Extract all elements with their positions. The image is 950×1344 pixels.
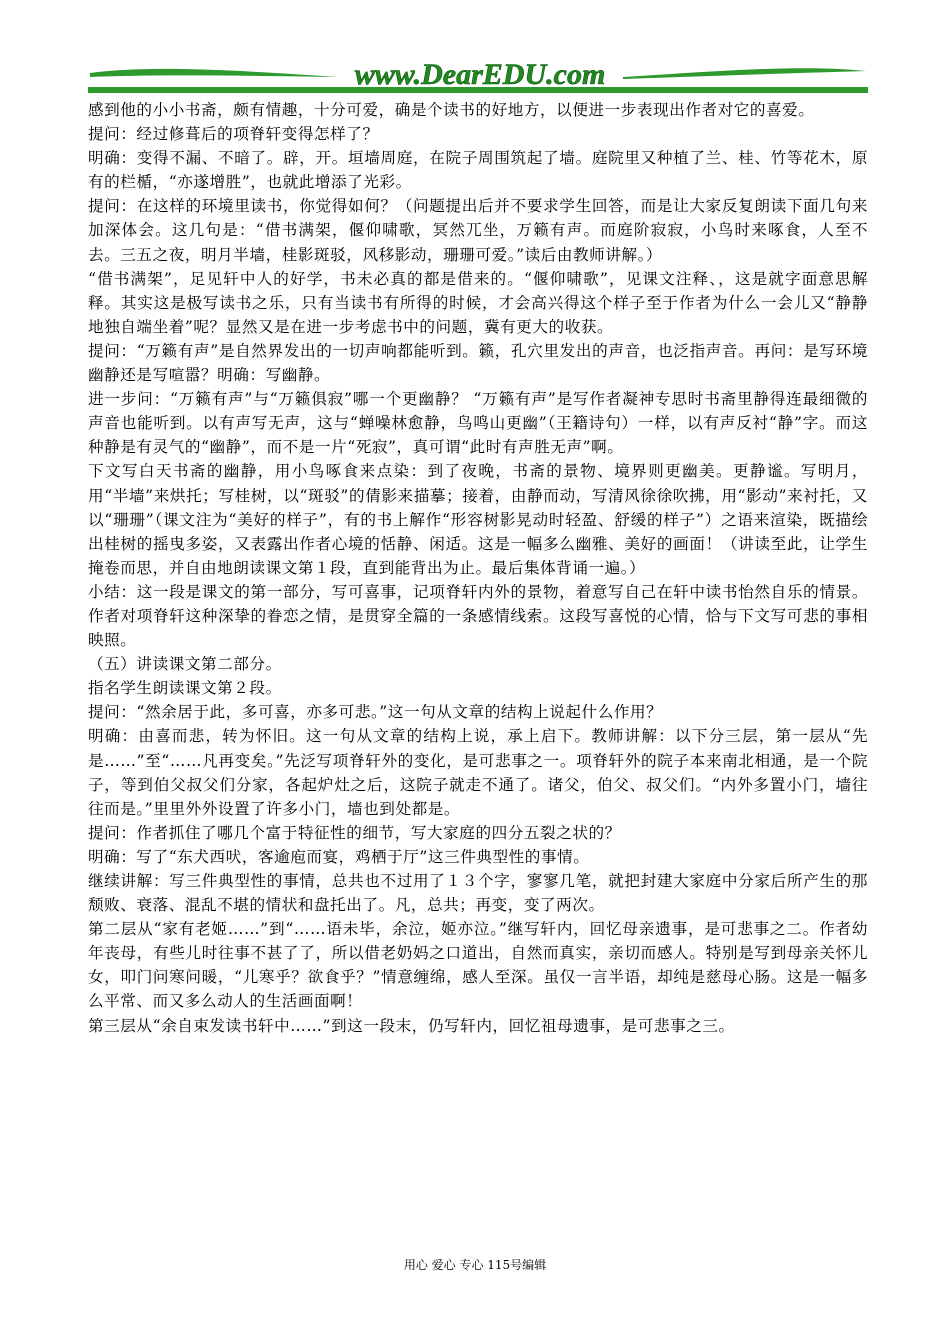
body-paragraph: 第二层从“家有老姬……”到“……语未毕，余泣，姬亦泣。”继写轩内，回忆母亲遗事，是可悲事之二。作者幼年丧母，有些儿时往事不甚了了，所以借老奶妈之口道出，自然而真实，亲切而感人。特别是写到母亲关怀儿女，叩门问寒问暖，“儿寒乎？欲食乎？”情意缠绵，感人至深。虽仅一言半语，却纯是慈母心肠。这是一幅多么平常、而又多么动人的生活画面啊！	[88, 920, 868, 1011]
body-paragraph: 第三层从“余自束发读书轩中……”到这一段末，仍写轩内，回忆祖母遗事，是可悲事之三。	[88, 1016, 735, 1035]
body-paragraph: 进一步问：“万籁有声”与“万籁俱寂”哪一个更幽静？ “万籁有声”是写作者凝神专思时书斋里静得连最细微的声音也能听到。以有声写无声，这与“蝉噪林愈静，鸟鸣山更幽”（王籍诗句）一样，以有声反衬“静”字。而这种静是有灵气的“幽静”，而不是一片“死寂”，真可谓“此时有声胜无声”啊。	[88, 390, 868, 457]
page-footer: 用心 爱心 专心 115号编辑	[403, 1258, 547, 1272]
body-paragraph: 明确：变得不漏、不暗了。辟，开。垣墙周庭，在院子周围筑起了墙。庭院里又种植了兰、桂、竹等花木，原有的栏楯，“亦遂增胜”，也就此增添了光彩。	[88, 149, 868, 192]
right-swoosh	[623, 68, 866, 79]
body-paragraph: 感到他的小小书斋，颇有情趣，十分可爱，确是个读书的好地方，以便进一步表现出作者对它的喜爱。	[88, 101, 815, 119]
body-paragraph: 下文写白天书斋的幽静，用小鸟啄食来点染：到了夜晚，书斋的景物、境界则更幽美。更静谧。写明月，用“半墙”来烘托；写桂树，以“斑驳”的倩影来描摹；接着，由静而动，写清风徐徐吹拂，用“影动”来衬托，又以“珊珊”（课文注为“美好的样子”，有的书上解作“形容树影晃动时轻盈、舒缓的样子”）之语来渲染，既描绘出桂树的摇曳多姿，又表露出作者心境的恬静、闲适。这是一幅多么幽雅、美好的画面！（讲读至此，让学生掩卷而思，并自由地朗读课文第１段，直到能背出为止。最后集体背诵一遍。）	[88, 462, 868, 577]
body-paragraph: 明确：由喜而悲，转为怀旧。这一句从文章的结构上说，承上启下。教师讲解：以下分三层，第一层从“先是……”至“……凡再变矣。”先泛写项脊轩外的变化，是可悲事之一。项脊轩外的院子本来南北相通，是一个院子，等到伯父叔父们分家，各起炉灶之后，这院子就走不通了。诸父，伯父、叔父们。“内外多置小门，墙往往而是。”里里外外设置了许多小门，墙也到处都是。	[88, 727, 868, 818]
body-paragraph: “借书满架”，足见轩中人的好学，书未必真的都是借来的。“偃仰啸歌”，见课文注释、，这是就字面意思解释。其实这是极写读书之乐，只有当读书有所得的时候，才会高兴得这个样子至于作者为什么一会儿又“静静地独自端坐着”呢？显然又是在进一步考虑书中的问题，冀有更大的收获。	[88, 269, 868, 336]
body-paragraph: 指名学生朗读课文第２段。	[88, 679, 282, 698]
body-paragraph: 小结：这一段是课文的第一部分，写可喜事，记项脊轩内外的景物，着意写自己在轩中读书怡然自乐的情景。作者对项脊轩这种深挚的眷恋之情，是贯穿全篇的一条感情线索。这段写喜悦的心情，恰与下文写可悲的事相映照。	[88, 582, 868, 650]
site-logo	[88, 50, 868, 100]
left-swoosh	[90, 69, 338, 77]
body-paragraph: 明确：写了“东犬西吠，客逾庖而宴，鸡栖于厅”这三件典型性的事情。	[88, 847, 590, 866]
body-paragraph: （五）讲读课文第二部分。	[88, 655, 282, 674]
body-paragraph: 提问：“然余居于此，多可喜，亦多可悲。”这一句从文章的结构上说起什么作用？	[88, 703, 663, 722]
body-paragraph: 继续讲解：写三件典型性的事情，总共也不过用了１３个字，寥寥几笔，就把封建大家庭中分家后所产生的那颓败、衰落、混乱不堪的情状和盘托出了。凡，总共；再变，变了两次。	[88, 872, 868, 915]
document-body	[88, 98, 868, 1254]
body-paragraph: 提问：“万籁有声”是自然界发出的一切声响都能听到。籁，孔穴里发出的声音，也泛指声音。再问：是写环境幽静还是写喧嚣？明确：写幽静。	[88, 341, 868, 385]
body-paragraph: 提问：经过修葺后的项脊轩变得怎样了？	[88, 125, 379, 144]
body-paragraph: 提问：在这样的环境里读书，你觉得如何？（问题提出后并不要求学生回答，而是让大家反复朗读下面几句来加深体会。这几句是：“借书满架，偃仰啸歌，冥然兀坐，万籁有声。而庭阶寂寂，小鸟时来啄食，人至不去。三五之夜，明月半墙，桂影斑驳，风移影动，珊珊可爱。”读后由教师讲解。）	[88, 197, 868, 264]
body-paragraph: 提问：作者抓住了哪几个富于特征性的细节，写大家庭的四分五裂之状的？	[88, 823, 621, 842]
logo-text: www.DearEDU.com	[354, 58, 606, 91]
header-banner	[88, 50, 868, 100]
